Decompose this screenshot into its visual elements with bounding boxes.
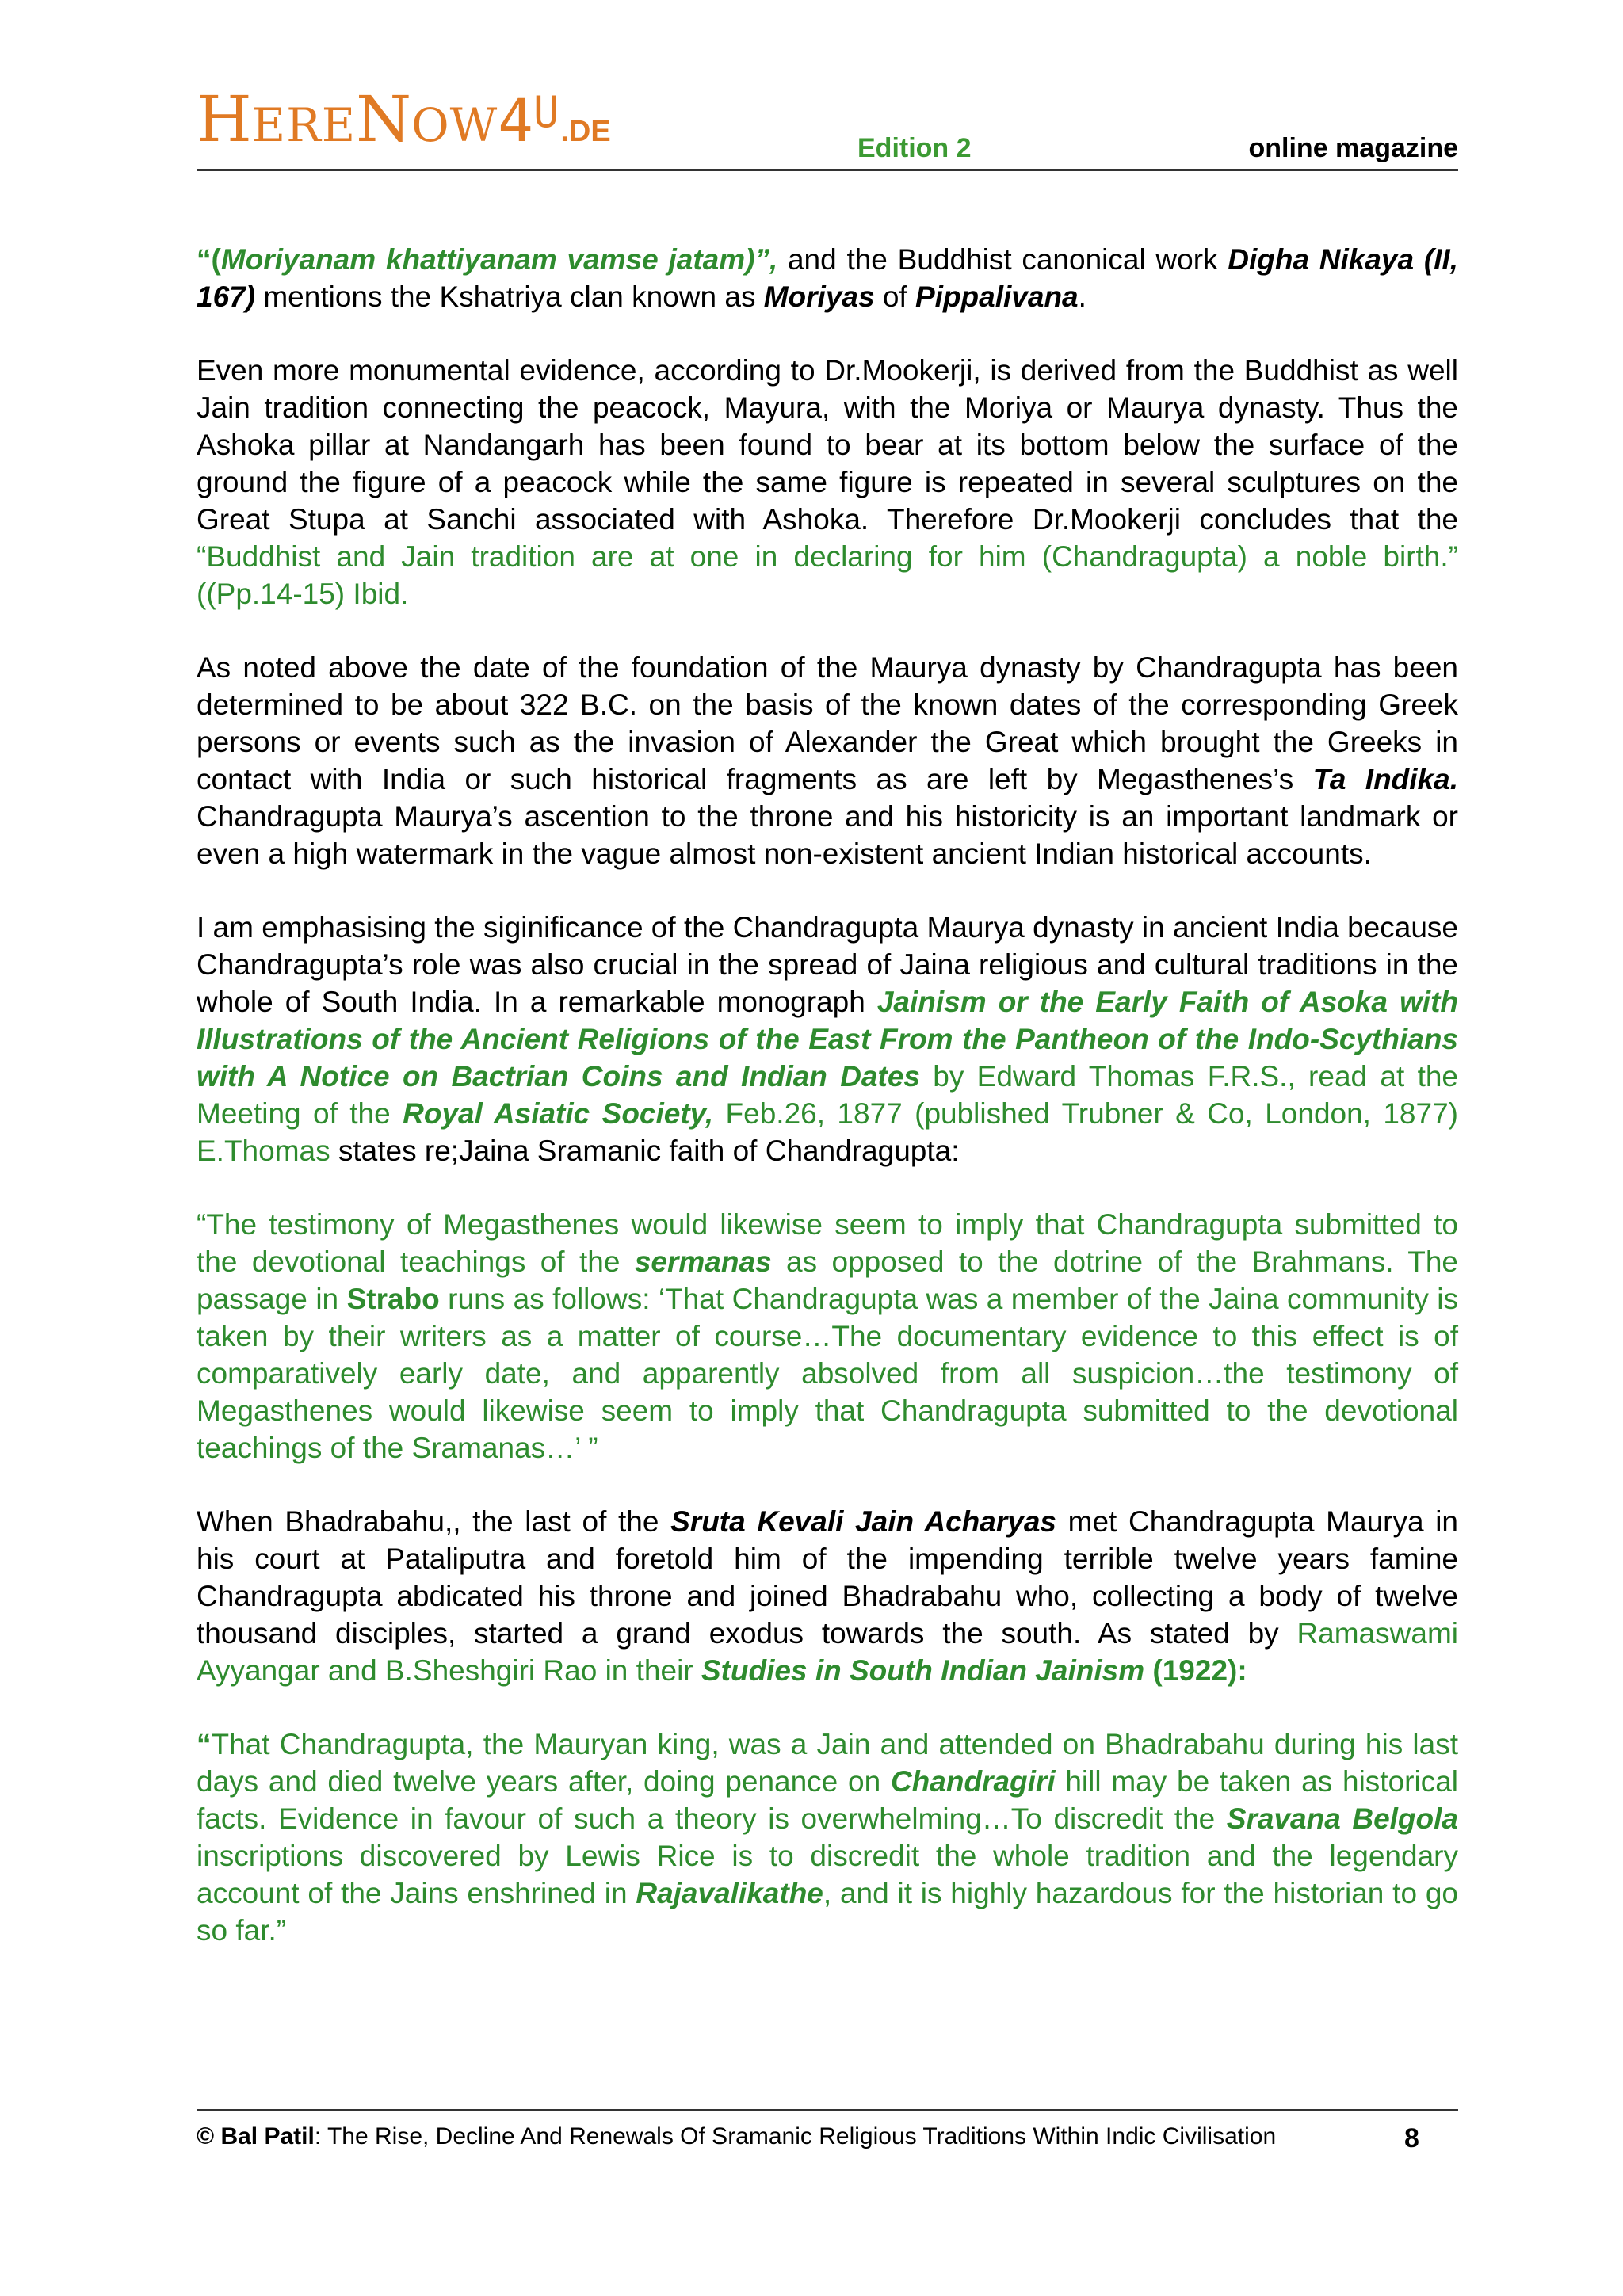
logo-letter-h: H — [197, 82, 252, 156]
text-span: “The testimony of Megasthenes would likewise seem to imply that Chandragupta submitted to the devotional teachings of the — [197, 1208, 1458, 1278]
paragraph-5 — [197, 1206, 1458, 1466]
text-span: , and it is highly hazardous for the historian to go so far.” — [197, 1877, 1458, 1947]
page-footer — [197, 2123, 1458, 2153]
logo-domain-de: .DE — [560, 115, 611, 148]
text-span: mentions the Kshatriya clan known as — [255, 280, 764, 313]
footer-divider — [197, 2109, 1458, 2111]
paragraph-4 — [197, 909, 1458, 1169]
text-span: Ramaswami Ayyangar and B.Sheshgiri Rao in their — [197, 1617, 1458, 1687]
text-span: (1922): — [1144, 1654, 1247, 1687]
logo-digit-4: 4 — [498, 87, 533, 155]
text-span: When Bhadrabahu,, the last of the — [197, 1505, 671, 1538]
paragraph-1 — [197, 241, 1458, 315]
herenow4u-logo — [197, 82, 611, 157]
text-span: Ta Indika. — [1312, 763, 1458, 795]
text-span: by Edward Thomas F.R.S., read at the Meeting of the — [197, 1060, 1459, 1130]
text-span: I am emphasising the siginificance of the Chandragupta Maurya dynasty in ancient India because Chandragupta’s role was also crucial in the spread of Jaina religious and cultural traditions in the whole of South India. In a remarkable monograph — [197, 911, 1458, 1018]
text-span: as opposed to the dotrine of the Brahmans. The passage in — [197, 1245, 1459, 1315]
logo-letters-ow: OW — [411, 98, 498, 152]
text-span: sermanas — [634, 1245, 772, 1278]
text-span: Studies in South Indian Jainism — [701, 1654, 1145, 1687]
footer-author: © Bal Patil — [197, 2123, 315, 2149]
page-header — [197, 82, 1458, 171]
text-span: . — [1078, 280, 1086, 313]
page-number: 8 — [1404, 2123, 1419, 2153]
text-span: “( — [197, 243, 221, 276]
paragraph-2 — [197, 352, 1458, 612]
footer-title: : The Rise, Decline And Renewals Of Sramanic Religious Traditions Within Indic Civilisation — [314, 2123, 1277, 2149]
text-span: Digha Nikaya (II, 167) — [197, 243, 1458, 313]
text-span: Sruta Kevali Jain Acharyas — [670, 1505, 1056, 1538]
text-span: Chandragupta Maurya’s ascention to the throne and his historicity is an important landmark or even a high watermark in the vague almost non-existent ancient Indian historical accounts. — [197, 800, 1458, 870]
logo-letter-u: U — [533, 87, 559, 137]
text-span: Feb.26, 1877 (published Trubner & Co, London, 1877) E.Thomas — [197, 1097, 1458, 1167]
text-span: runs as follows: ‘That Chandragupta was a member of the Jaina community is taken by their writers as a matter of course…The documentary evidence to this effect is of comparatively early date, and apparently absolved from all suspicion…the testimony of Megasthenes would likewise seem to imply that Chandragupta submitted to the devotional teachings of the Sramanas…’ ” — [197, 1283, 1458, 1464]
text-span: and the Buddhist canonical work — [777, 243, 1228, 276]
paragraph-7 — [197, 1726, 1458, 1949]
text-span: Jainism or the Early Faith of Asoka with Illustrations of the Ancient Religions of the East From the Pantheon of the Indo-Scythians with A Notice on Bactrian Coins and Indian Dates — [197, 986, 1458, 1093]
text-span: Chandragiri — [890, 1765, 1056, 1798]
paragraph-6 — [197, 1503, 1458, 1689]
text-span: Moriyanam khattiyanam vamse jatam)”, — [220, 243, 778, 276]
text-span: Pippalivana — [915, 280, 1079, 313]
text-span: “ — [197, 1728, 212, 1760]
header-divider — [197, 169, 1458, 171]
text-span: hill may be taken as historical facts. Evidence in favour of such a theory is overwhelming…To discredit the — [197, 1765, 1458, 1835]
text-span: As noted above the date of the foundation of the Maurya dynasty by Chandragupta has been determined to be about 322 B.C. on the basis of the known dates of the corresponding Greek persons or events such as the invasion of Alexander the Great which brought the Greeks in contact with India or such historical fragments as are left by Megasthenes’s — [197, 651, 1458, 795]
text-span: inscriptions discovered by Lewis Rice is to discredit the whole tradition and the legendary account of the Jains enshrined in — [197, 1840, 1458, 1909]
paragraph-3 — [197, 649, 1458, 872]
text-span: Even more monumental evidence, according to Dr.Mookerji, is derived from the Buddhist as well Jain tradition connecting the peacock, Mayura, with the Moriya or Maurya dynasty. Thus the Ashoka pillar at Nandangarh has been found to bear at its bottom below the surface of the ground the figure of a peacock while the same figure is repeated in several sculptures on the Great Stupa at Sanchi associated with Ashoka. Therefore Dr.Mookerji concludes that the — [197, 354, 1458, 536]
article-body — [197, 241, 1458, 1985]
text-span: Sravana Belgola — [1226, 1802, 1458, 1835]
edition-label: Edition 2 — [857, 133, 972, 163]
magazine-label: online magazine — [1248, 133, 1458, 163]
text-span: states re;Jaina Sramanic faith of Chandragupta: — [330, 1135, 960, 1167]
logo-letter-n: N — [356, 82, 412, 156]
text-span: That Chandragupta, the Mauryan king, was a Jain and attended on Bhadrabahu during his last days and died twelve years after, doing penance on — [197, 1728, 1458, 1798]
text-span: met Chandragupta Maurya in his court at Pataliputra and foretold him of the impending terrible twelve years famine Chandragupta abdicated his throne and joined Bhadrabahu who, collecting a body of twelve thousand disciples, started a grand exodus towards the south. As stated by — [197, 1505, 1459, 1650]
logo-letters-ere: ERE — [251, 98, 357, 152]
text-span: of — [874, 280, 915, 313]
text-span: Moriyas — [763, 280, 875, 313]
text-span: Rajavalikathe — [636, 1877, 823, 1909]
text-span: Royal Asiatic Society, — [403, 1097, 714, 1130]
text-span: “Buddhist and Jain tradition are at one in declaring for him (Chandragupta) a noble birth.” ((Pp.14-15) Ibid. — [197, 540, 1458, 610]
text-span: Strabo — [346, 1283, 440, 1315]
